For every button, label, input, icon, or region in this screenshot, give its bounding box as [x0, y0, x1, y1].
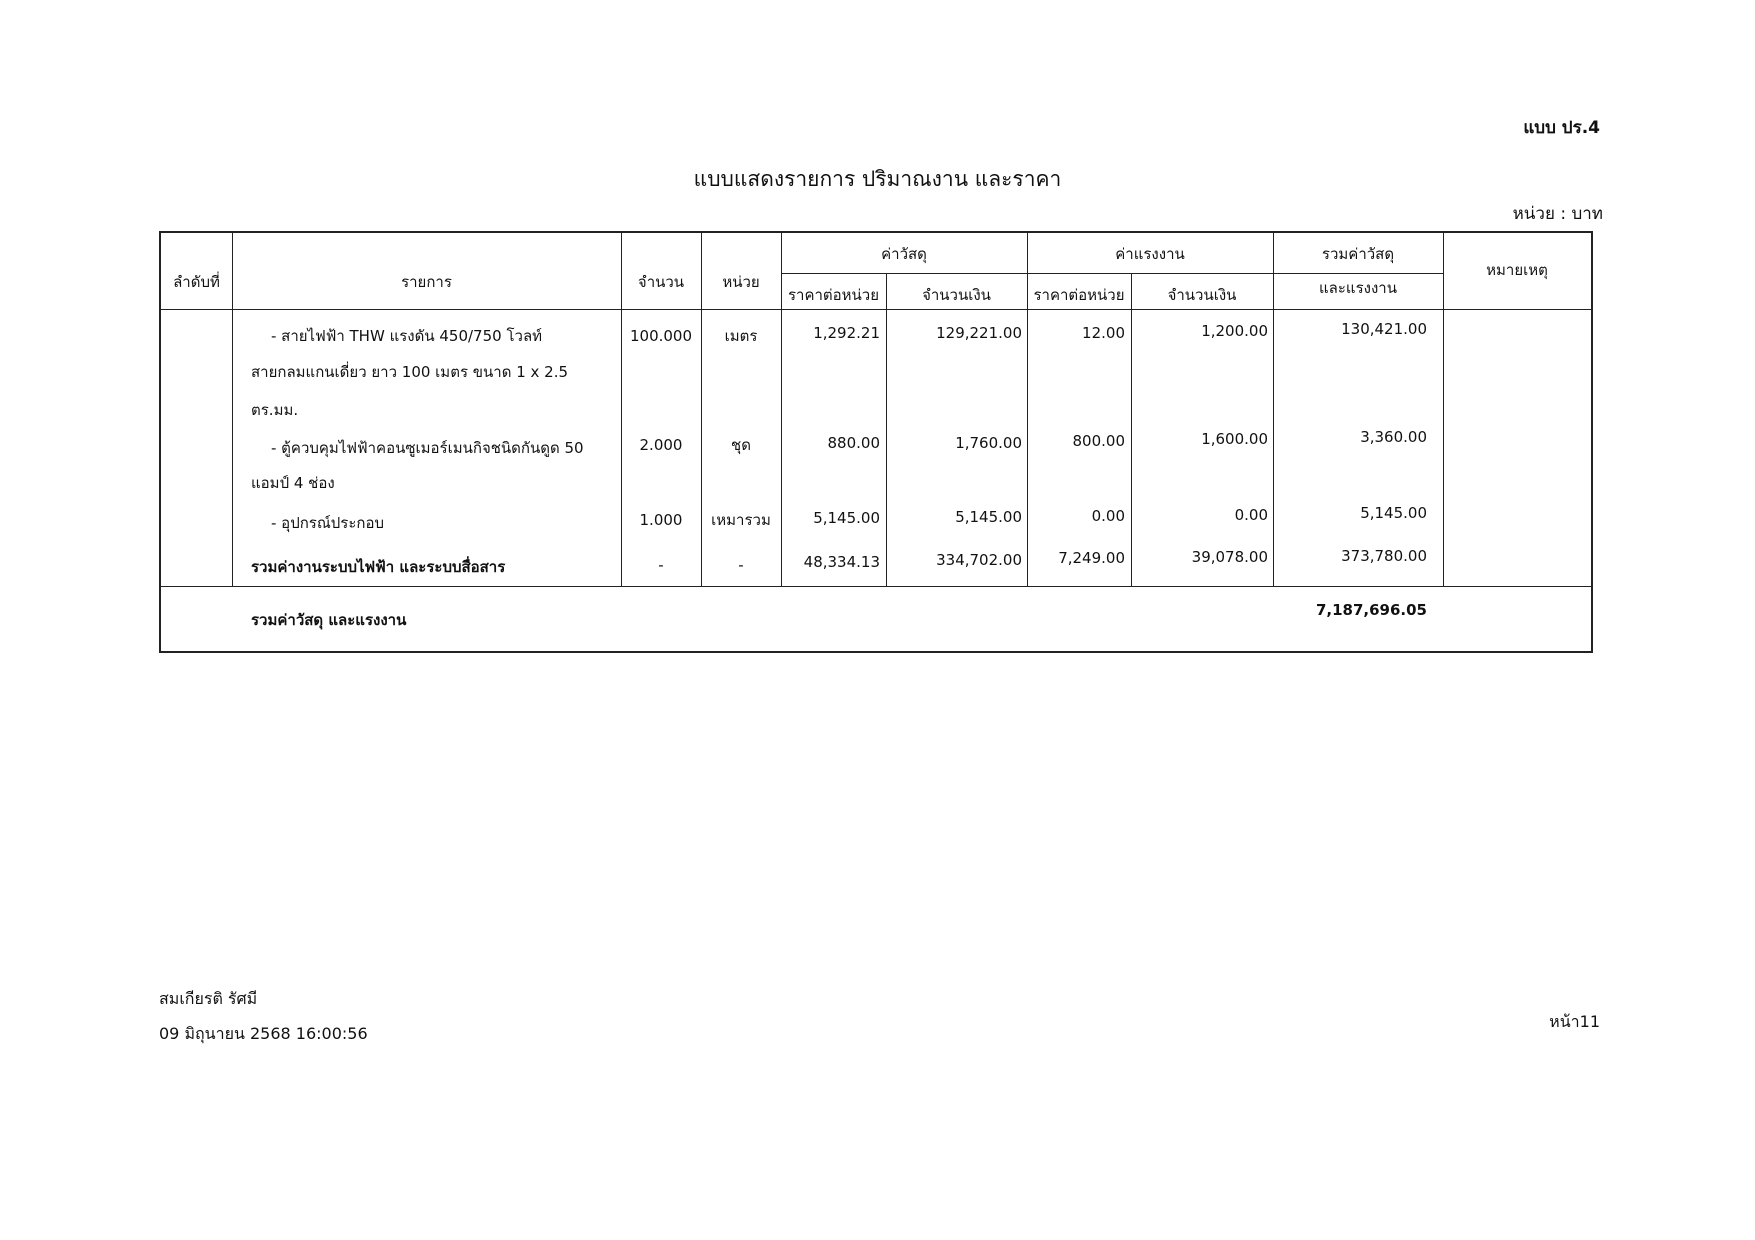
- row1-mat-amount: 129,221.00: [936, 324, 1022, 342]
- grand-total-value: 7,187,696.05: [1315, 601, 1427, 619]
- subtotal-mat-amount: 334,702.00: [936, 551, 1022, 569]
- row1-item-line1: - สายไฟฟ้า THW แรงดัน 450/750 โวลท์: [271, 327, 543, 345]
- subtotal-divider: [161, 586, 1591, 587]
- col-divider: [781, 233, 782, 586]
- row3-mat-price: 5,145.00: [813, 509, 880, 527]
- col-divider: [1027, 233, 1028, 586]
- row2-unit: ชุด: [731, 436, 751, 454]
- row2-item-line2: แอมป์ 4 ช่อง: [251, 474, 335, 492]
- row3-unit: เหมารวม: [711, 511, 771, 529]
- col-divider: [1131, 273, 1132, 586]
- header-order: ลำดับที่: [173, 273, 220, 291]
- row2-qty: 2.000: [639, 436, 683, 454]
- header-total-line1: รวมค่าวัสดุ: [1321, 245, 1395, 263]
- row2-total: 3,360.00: [1360, 428, 1427, 446]
- row1-item-line2: สายกลมแกนเดี่ยว ยาว 100 เมตร ขนาด 1 x 2.5: [251, 363, 569, 381]
- signer-name: สมเกียรติ รัศมี: [159, 989, 258, 1008]
- header-material-amount: จำนวนเงิน: [922, 286, 991, 304]
- print-datetime: 09 มิถุนายน 2568 16:00:56: [159, 1024, 368, 1043]
- subtotal-lab-amount: 39,078.00: [1191, 548, 1268, 566]
- header-remark: หมายเหตุ: [1486, 261, 1548, 279]
- header-labor-amount: จำนวนเงิน: [1167, 286, 1237, 304]
- form-code: แบบ ปร.4: [1523, 118, 1600, 138]
- row2-mat-amount: 1,760.00: [955, 434, 1022, 452]
- row1-unit: เมตร: [724, 327, 758, 345]
- header-labor: ค่าแรงงาน: [1115, 245, 1185, 263]
- row1-lab-amount: 1,200.00: [1201, 322, 1268, 340]
- row3-lab-amount: 0.00: [1234, 506, 1268, 524]
- row3-total: 5,145.00: [1360, 504, 1427, 522]
- document-title: แบบแสดงรายการ ปริมาณงาน และราคา: [693, 167, 1062, 191]
- row1-mat-price: 1,292.21: [813, 324, 880, 342]
- subtotal-qty: -: [658, 556, 664, 574]
- row2-lab-price: 800.00: [1072, 432, 1125, 450]
- header-material-unit-price: ราคาต่อหน่วย: [787, 286, 880, 304]
- row3-qty: 1.000: [639, 511, 683, 529]
- row1-total: 130,421.00: [1341, 320, 1427, 338]
- row3-lab-price: 0.00: [1091, 507, 1125, 525]
- header-material: ค่าวัสดุ: [881, 245, 927, 263]
- page-number: หน้า11: [1549, 1012, 1600, 1031]
- subtotal-label: รวมค่างานระบบไฟฟ้า และระบบสื่อสาร: [251, 558, 506, 576]
- col-divider: [886, 273, 887, 586]
- subtotal-unit: -: [738, 556, 744, 574]
- price-table: [159, 231, 1593, 653]
- header-labor-unit-price: ราคาต่อหน่วย: [1033, 286, 1125, 304]
- subtotal-total: 373,780.00: [1341, 547, 1427, 565]
- col-divider: [1443, 233, 1444, 586]
- row-divider: [781, 273, 1443, 274]
- row1-lab-price: 12.00: [1082, 324, 1125, 342]
- row2-mat-price: 880.00: [827, 434, 880, 452]
- grand-total-label: รวมค่าวัสดุ และแรงงาน: [251, 611, 407, 629]
- unit-label: หน่วย : บาท: [1512, 204, 1603, 224]
- row3-item-line1: - อุปกรณ์ประกอบ: [271, 514, 385, 532]
- row2-item-line1: - ตู้ควบคุมไฟฟ้าคอนซูเมอร์เมนกิจชนิดกันดูด 50: [271, 439, 584, 457]
- subtotal-lab-price: 7,249.00: [1058, 549, 1125, 567]
- row1-item-line3: ตร.มม.: [251, 401, 299, 419]
- header-item: รายการ: [401, 273, 452, 291]
- row1-qty: 100.000: [629, 327, 693, 345]
- subtotal-mat-price: 48,334.13: [803, 553, 880, 571]
- row2-lab-amount: 1,600.00: [1201, 430, 1268, 448]
- row3-mat-amount: 5,145.00: [955, 508, 1022, 526]
- header-qty: จำนวน: [637, 273, 685, 291]
- header-unit: หน่วย: [722, 273, 760, 291]
- header-divider: [161, 309, 1591, 310]
- header-total-line2: และแรงงาน: [1319, 279, 1397, 297]
